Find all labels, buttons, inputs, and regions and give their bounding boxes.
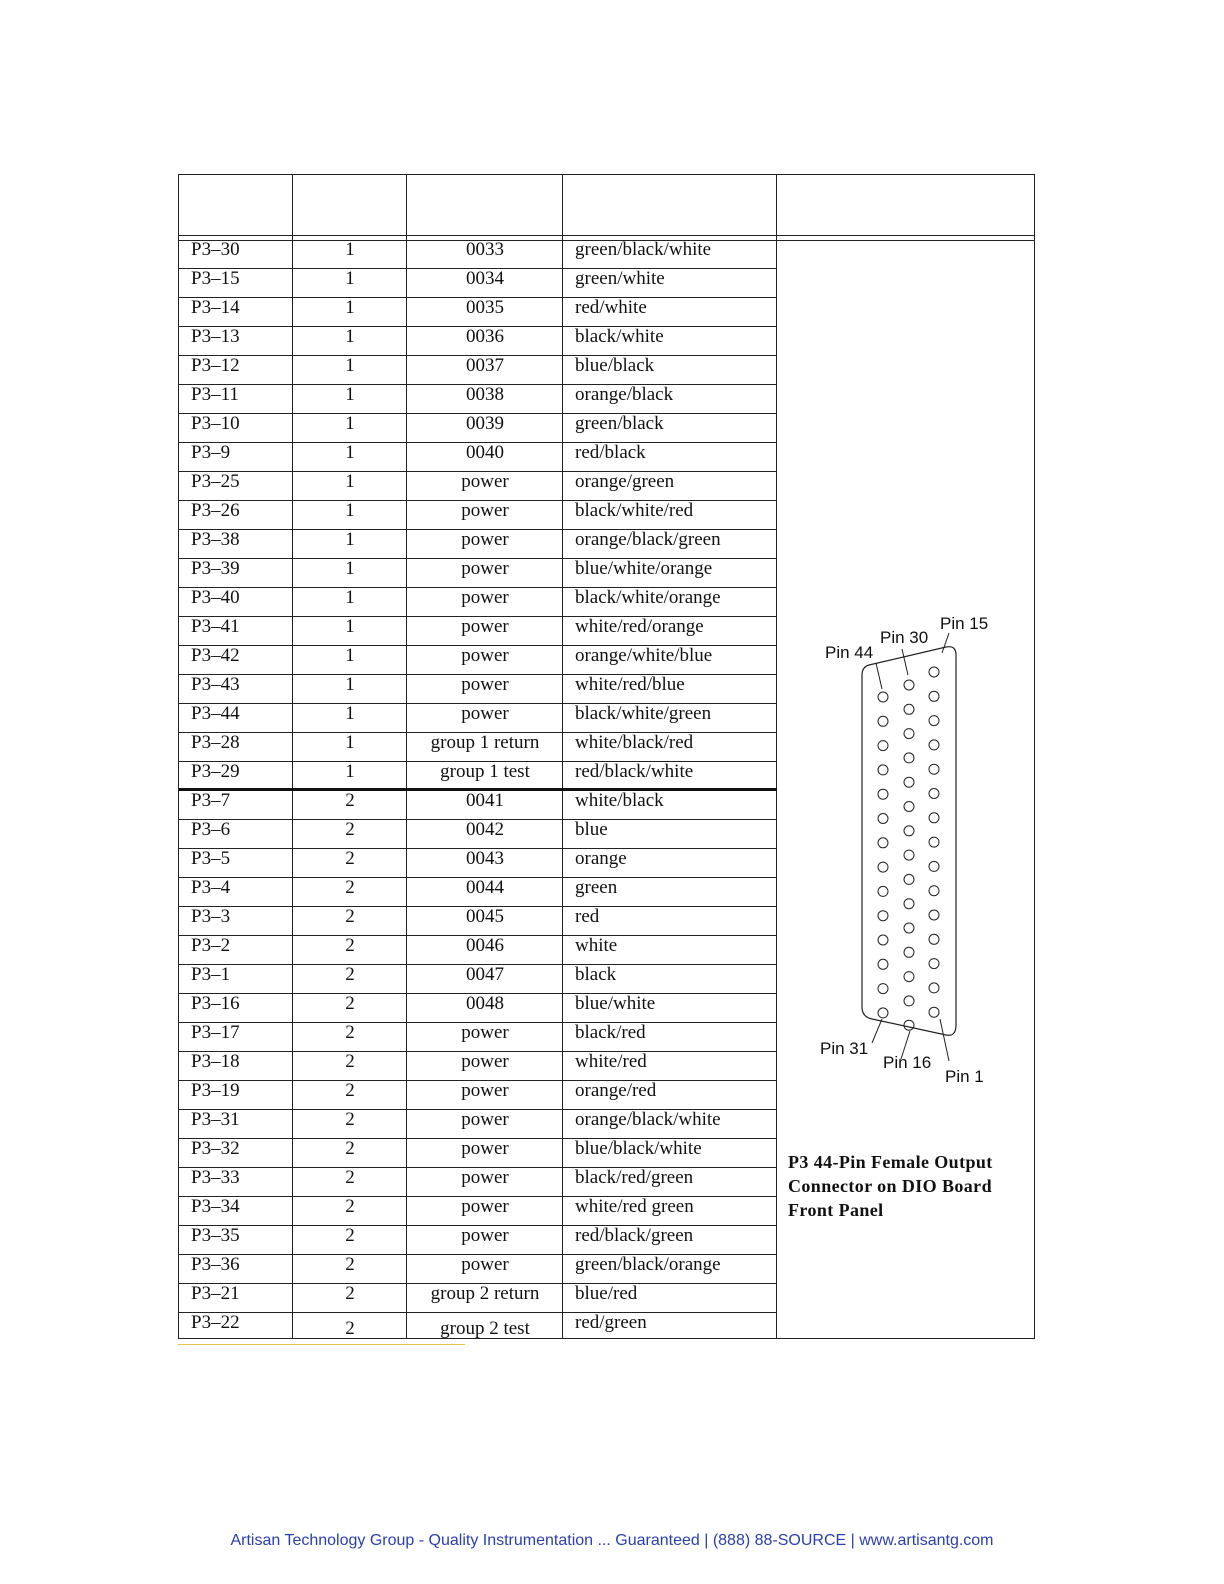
signal-cell: power <box>461 1225 509 1246</box>
pin-hole <box>929 959 939 969</box>
group-cell: 2 <box>345 1138 355 1159</box>
wire-color-cell: white <box>575 935 618 956</box>
pin-hole <box>878 838 888 848</box>
pin-cell: P3–11 <box>191 384 239 405</box>
pin-cell: P3–29 <box>191 761 240 782</box>
wire-color-cell: orange/green <box>575 471 675 492</box>
group-cell: 2 <box>345 819 355 840</box>
pin-hole <box>929 716 939 726</box>
group-cell: 1 <box>345 732 355 753</box>
wire-color-cell: green/black/orange <box>575 1254 721 1275</box>
pin-cell: P3–32 <box>191 1138 240 1159</box>
signal-cell: power <box>461 616 509 637</box>
footer-text[interactable]: Artisan Technology Group - Quality Instrumentation ... Guaranteed | (888) 88-SOURCE | www.artisantg.com <box>230 1532 994 1549</box>
signal-cell: 0040 <box>466 442 504 463</box>
wire-color-cell: green <box>575 877 618 898</box>
pin-cell: P3–17 <box>191 1022 240 1043</box>
group-cell: 2 <box>345 964 355 985</box>
wire-color-cell: blue/black <box>575 355 655 376</box>
signal-cell: power <box>461 529 509 550</box>
group-cell: 2 <box>345 1080 355 1101</box>
table-row <box>179 472 777 501</box>
wire-color-cell: white/red <box>575 1051 647 1072</box>
pin-cell: P3–44 <box>191 703 240 724</box>
signal-cell: group 1 test <box>440 761 530 782</box>
pin-hole <box>904 1020 914 1030</box>
wire-color-cell: blue/white <box>575 993 656 1014</box>
connector-shell <box>862 647 956 1036</box>
wire-color-cell: orange/black/white <box>575 1109 721 1130</box>
label-pin1: Pin 1 <box>945 1067 984 1086</box>
table-row <box>179 733 777 762</box>
pin-cell: P3–3 <box>191 906 231 927</box>
pin-hole <box>878 692 888 702</box>
connector-caption <box>788 1150 1028 1222</box>
group-cell: 1 <box>345 442 355 463</box>
table-row <box>179 994 777 1023</box>
signal-cell: power <box>461 587 509 608</box>
wire-color-cell: black/red/green <box>575 1167 694 1188</box>
signal-cell: 0048 <box>466 993 504 1014</box>
signal-cell: power <box>461 1138 509 1159</box>
wire-color-cell: white/red/orange <box>575 616 704 637</box>
pin-hole <box>929 886 939 896</box>
label-pin15: Pin 15 <box>940 614 989 633</box>
table-row <box>179 878 777 907</box>
pin-hole <box>929 764 939 774</box>
leader-pin44 <box>876 663 882 689</box>
signal-cell: power <box>461 1167 509 1188</box>
pin-hole <box>904 947 914 957</box>
table-row <box>179 820 777 849</box>
table-row <box>179 501 777 530</box>
signal-cell: power <box>461 558 509 579</box>
pin-hole <box>929 691 939 701</box>
wire-color-cell: black/white <box>575 326 664 347</box>
table-row <box>179 907 777 936</box>
pin-cell: P3–7 <box>191 790 231 811</box>
wire-color-cell: green/black/white <box>575 239 712 260</box>
pin-hole <box>904 899 914 909</box>
signal-cell: power <box>461 645 509 666</box>
table-row <box>179 762 777 791</box>
table-row <box>179 240 777 269</box>
pin-hole <box>878 716 888 726</box>
wire-color-cell: orange <box>575 848 627 869</box>
group-cell: 2 <box>345 877 355 898</box>
wire-color-cell: red/black/green <box>575 1225 694 1246</box>
group-cell: 1 <box>345 239 355 260</box>
wire-color-cell: red/green <box>575 1312 647 1333</box>
table-row <box>179 1023 777 1052</box>
wire-color-cell: white/black/red <box>575 732 694 753</box>
pin-cell: P3–40 <box>191 587 240 608</box>
table-row <box>179 385 777 414</box>
pin-hole <box>904 972 914 982</box>
group-cell: 1 <box>345 384 355 405</box>
group-cell: 1 <box>345 616 355 637</box>
pin-cell: P3–41 <box>191 616 240 637</box>
wire-color-cell: blue/red <box>575 1283 638 1304</box>
pin-hole <box>929 740 939 750</box>
pin-hole <box>929 1007 939 1017</box>
signal-cell: power <box>461 703 509 724</box>
pin-cell: P3–42 <box>191 645 240 666</box>
signal-cell: power <box>461 674 509 695</box>
group-cell: 1 <box>345 268 355 289</box>
pin-hole <box>904 874 914 884</box>
wire-color-cell: white/red green <box>575 1196 694 1217</box>
group-cell: 2 <box>345 848 355 869</box>
group-cell: 1 <box>345 529 355 550</box>
caption-line: Connector on DIO Board <box>788 1176 992 1196</box>
pin-leader-lines <box>872 633 949 1061</box>
table-row <box>179 414 777 443</box>
group-cell: 1 <box>345 558 355 579</box>
wire-color-cell: orange/black <box>575 384 674 405</box>
pin-hole <box>929 837 939 847</box>
group-cell: 1 <box>345 413 355 434</box>
signal-cell: 0036 <box>466 326 504 347</box>
signal-cell: group 1 return <box>430 732 540 753</box>
pin-hole <box>929 789 939 799</box>
signal-cell: 0037 <box>466 355 504 376</box>
pin-hole <box>878 886 888 896</box>
pin-cell: P3–38 <box>191 529 240 550</box>
pin-cell: P3–39 <box>191 558 240 579</box>
pin-hole <box>904 704 914 714</box>
pin-hole <box>904 680 914 690</box>
group-cell: 2 <box>345 790 355 811</box>
pin-cell: P3–31 <box>191 1109 240 1130</box>
signal-cell: group 2 return <box>430 1283 540 1304</box>
signal-cell: 0042 <box>466 819 504 840</box>
pin-cell: P3–26 <box>191 500 240 521</box>
connector-diagram <box>806 605 1006 1095</box>
table-row <box>179 1081 777 1110</box>
signal-cell: power <box>461 1109 509 1130</box>
signal-cell: power <box>461 471 509 492</box>
table-row <box>179 559 777 588</box>
pin-hole <box>904 802 914 812</box>
group-cell: 1 <box>345 703 355 724</box>
group-cell: 2 <box>345 1318 355 1339</box>
label-pin30: Pin 30 <box>880 628 929 647</box>
wire-color-cell: blue <box>575 819 608 840</box>
table-row <box>179 849 777 878</box>
group-cell: 1 <box>345 297 355 318</box>
pin-cell: P3–21 <box>191 1283 240 1304</box>
pin-hole <box>904 826 914 836</box>
wire-color-cell: blue/black/white <box>575 1138 702 1159</box>
pin-hole <box>878 1008 888 1018</box>
signal-cell: 0046 <box>466 935 504 956</box>
wire-color-cell: green/black <box>575 413 664 434</box>
table-row <box>179 1168 777 1197</box>
signal-cell: power <box>461 1051 509 1072</box>
table-row <box>179 443 777 472</box>
wire-color-cell: red/black/white <box>575 761 694 782</box>
table-row <box>179 791 777 820</box>
pin-cell: P3–19 <box>191 1080 240 1101</box>
accent-rule <box>178 1344 465 1345</box>
pin-cell: P3–1 <box>191 964 231 985</box>
pin-hole <box>878 765 888 775</box>
table-row <box>179 965 777 994</box>
pin-hole <box>904 923 914 933</box>
pin-cell: P3–36 <box>191 1254 240 1275</box>
group-cell: 2 <box>345 993 355 1014</box>
pin-cell: P3–28 <box>191 732 240 753</box>
table-row <box>179 936 777 965</box>
pin-cell: P3–9 <box>191 442 231 463</box>
leader-pin1 <box>940 1019 949 1061</box>
signal-cell: 0035 <box>466 297 504 318</box>
wire-color-cell: orange/black/green <box>575 529 721 550</box>
signal-cell: 0038 <box>466 384 504 405</box>
signal-cell: group 2 test <box>440 1318 530 1339</box>
group-cell: 2 <box>345 935 355 956</box>
table-row <box>179 588 777 617</box>
pin-hole <box>878 959 888 969</box>
table-body <box>179 240 777 1349</box>
group-cell: 2 <box>345 1254 355 1275</box>
wire-color-cell: white/black <box>575 790 664 811</box>
signal-cell: power <box>461 500 509 521</box>
pin-cell: P3–13 <box>191 326 240 347</box>
pin-cell: P3–22 <box>191 1312 240 1333</box>
pin-hole <box>878 984 888 994</box>
pin-cell: P3–16 <box>191 993 240 1014</box>
table-row <box>179 1255 777 1284</box>
signal-cell: 0041 <box>466 790 504 811</box>
pin-hole <box>878 741 888 751</box>
pin-cell: P3–18 <box>191 1051 240 1072</box>
table-row <box>179 1110 777 1139</box>
wire-color-cell: black/red <box>575 1022 646 1043</box>
table-row <box>179 1052 777 1081</box>
group-cell: 1 <box>345 645 355 666</box>
table-row <box>179 327 777 356</box>
signal-cell: power <box>461 1080 509 1101</box>
group-cell: 2 <box>345 1283 355 1304</box>
table-row <box>179 269 777 298</box>
signal-cell: power <box>461 1254 509 1275</box>
leader-pin15 <box>942 633 949 653</box>
pin-cell: P3–34 <box>191 1196 240 1217</box>
table-row <box>179 356 777 385</box>
leader-pin30 <box>902 649 908 675</box>
signal-cell: power <box>461 1022 509 1043</box>
pin-cell: P3–30 <box>191 239 240 260</box>
pin-hole <box>878 814 888 824</box>
signal-cell: 0045 <box>466 906 504 927</box>
group-cell: 1 <box>345 326 355 347</box>
wire-color-cell: red <box>575 906 600 927</box>
signal-cell: 0043 <box>466 848 504 869</box>
signal-cell: 0039 <box>466 413 504 434</box>
pin-hole <box>878 862 888 872</box>
pin-cell: P3–14 <box>191 297 240 318</box>
wire-color-cell: blue/white/orange <box>575 558 713 579</box>
pin-hole <box>878 935 888 945</box>
wire-color-cell: black/white/red <box>575 500 694 521</box>
wire-color-cell: red/black <box>575 442 646 463</box>
group-cell: 1 <box>345 674 355 695</box>
pin-hole <box>929 667 939 677</box>
group-cell: 1 <box>345 761 355 782</box>
label-pin31: Pin 31 <box>820 1039 869 1058</box>
pin-holes <box>878 667 939 1030</box>
signal-cell: power <box>461 1196 509 1217</box>
pin-hole <box>904 850 914 860</box>
pin-hole <box>929 910 939 920</box>
pin-hole <box>929 813 939 823</box>
pin-cell: P3–2 <box>191 935 231 956</box>
group-cell: 2 <box>345 1167 355 1188</box>
table-row <box>179 298 777 327</box>
table-row <box>179 704 777 733</box>
group-cell: 1 <box>345 471 355 492</box>
signal-cell: 0033 <box>466 239 504 260</box>
pin-cell: P3–12 <box>191 355 240 376</box>
caption-line: Front Panel <box>788 1200 884 1220</box>
table-row <box>179 1197 777 1226</box>
group-cell: 1 <box>345 500 355 521</box>
pin-hole <box>904 777 914 787</box>
table-row <box>179 646 777 675</box>
pin-hole <box>929 861 939 871</box>
wire-color-cell: black <box>575 964 617 985</box>
group-cell: 2 <box>345 1051 355 1072</box>
group-cell: 2 <box>345 1022 355 1043</box>
pin-cell: P3–43 <box>191 674 240 695</box>
table-row <box>179 1139 777 1168</box>
pin-hole <box>929 934 939 944</box>
caption-line: P3 44-Pin Female Output <box>788 1152 993 1172</box>
signal-cell: 0047 <box>466 964 504 985</box>
wire-color-cell: black/white/green <box>575 703 712 724</box>
pin-cell: P3–35 <box>191 1225 240 1246</box>
group-cell: 1 <box>345 587 355 608</box>
wire-color-cell: green/white <box>575 268 665 289</box>
leader-pin31 <box>872 1019 882 1043</box>
table-row <box>179 1284 777 1313</box>
wire-color-cell: orange/red <box>575 1080 657 1101</box>
group-cell: 2 <box>345 1196 355 1217</box>
pin-hole <box>904 996 914 1006</box>
table-row <box>179 617 777 646</box>
wire-color-cell: black/white/orange <box>575 587 721 608</box>
label-pin16: Pin 16 <box>883 1053 932 1072</box>
pin-hole <box>904 753 914 763</box>
pin-cell: P3–5 <box>191 848 231 869</box>
table-row <box>179 1226 777 1255</box>
pin-hole <box>878 911 888 921</box>
pin-cell: P3–33 <box>191 1167 240 1188</box>
pin-hole <box>929 983 939 993</box>
group-cell: 2 <box>345 1225 355 1246</box>
pin-cell: P3–6 <box>191 819 231 840</box>
pin-cell: P3–10 <box>191 413 240 434</box>
group-cell: 2 <box>345 906 355 927</box>
pin-cell: P3–4 <box>191 877 231 898</box>
signal-cell: 0034 <box>466 268 504 289</box>
group-cell: 1 <box>345 355 355 376</box>
table-row <box>179 675 777 704</box>
wire-color-cell: red/white <box>575 297 647 318</box>
table-row <box>179 530 777 559</box>
wire-color-cell: white/red/blue <box>575 674 685 695</box>
pin-cell: P3–15 <box>191 268 240 289</box>
group-cell: 2 <box>345 1109 355 1130</box>
signal-cell: 0044 <box>466 877 504 898</box>
label-pin44: Pin 44 <box>825 643 874 662</box>
pin-cell: P3–25 <box>191 471 240 492</box>
pin-hole <box>878 789 888 799</box>
wire-color-cell: orange/white/blue <box>575 645 713 666</box>
pin-hole <box>904 729 914 739</box>
